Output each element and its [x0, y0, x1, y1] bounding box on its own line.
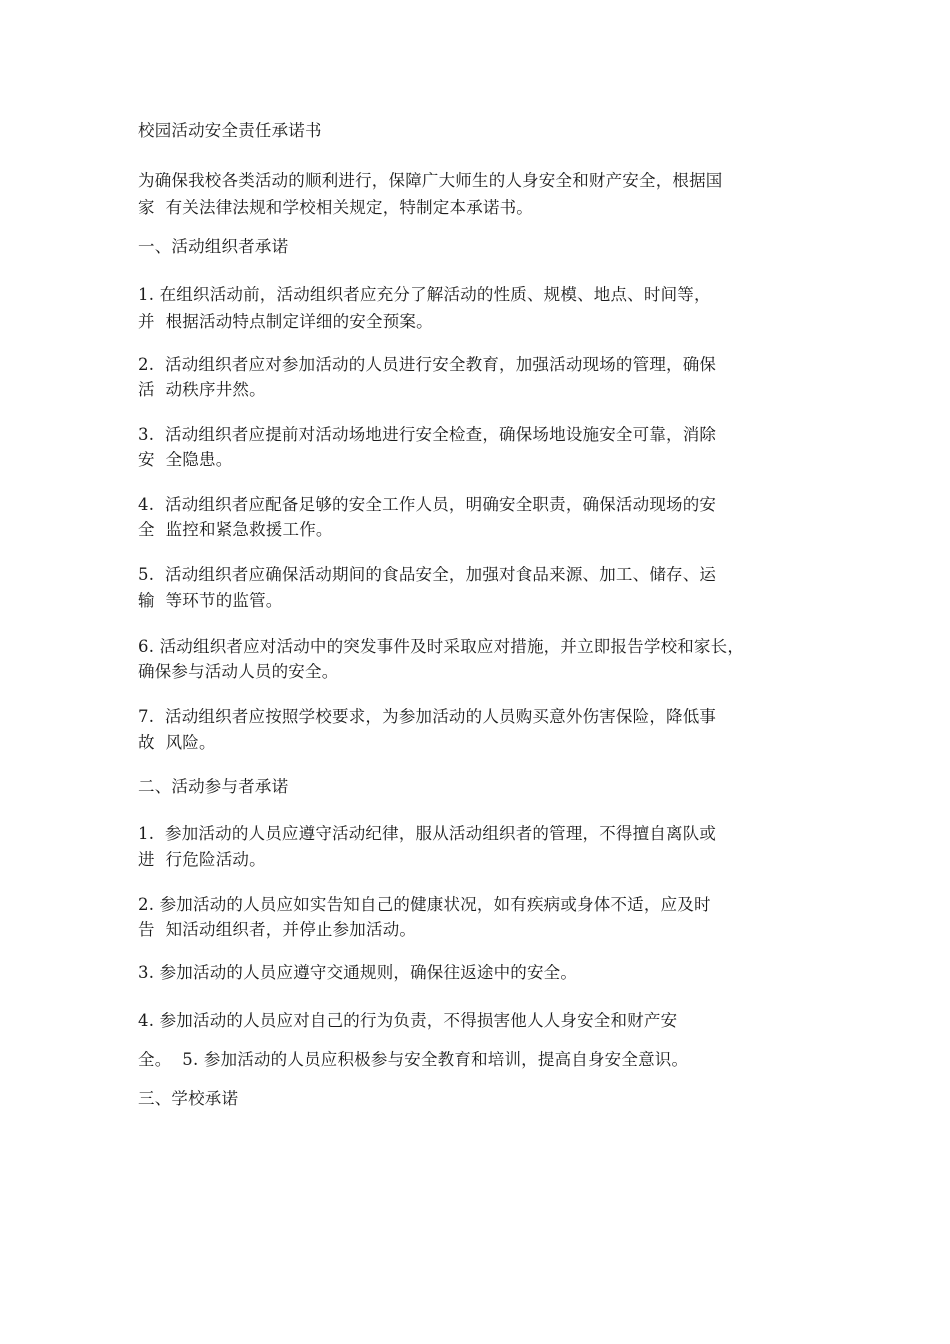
intro-line-1: 为确保我校各类活动的顺利进行，保障广大师生的人身安全和财产安全，根据国 [138, 171, 723, 190]
participant-item-4-line-1: 4. 参加活动的人员应对自己的行为负责，不得损害他人人身安全和财产安 [138, 1011, 678, 1030]
organizer-item-5-line-2: 输 等环节的监管。 [138, 591, 283, 610]
participant-item-4-line-2: 全。 5. 参加活动的人员应积极参与安全教育和培训，提高自身安全意识。 [138, 1050, 689, 1069]
organizer-item-7-line-1: 7. 活动组织者应按照学校要求，为参加活动的人员购买意外伤害保险，降低事 [138, 707, 717, 726]
section-heading-participants: 二、活动参与者承诺 [138, 777, 289, 796]
participant-item-1-line-2: 进 行危险活动。 [138, 850, 266, 869]
participant-item-2-line-1: 2. 参加活动的人员应如实告知自己的健康状况，如有疾病或身体不适，应及时 [138, 895, 711, 914]
organizer-item-3-line-1: 3. 活动组织者应提前对活动场地进行安全检查，确保场地设施安全可靠，消除 [138, 425, 717, 444]
section-heading-organizers: 一、活动组织者承诺 [138, 237, 289, 256]
organizer-item-6-line-2: 确保参与活动人员的安全。 [138, 662, 339, 681]
organizer-item-1-line-1: 1. 在组织活动前，活动组织者应充分了解活动的性质、规模、地点、时间等， [138, 285, 711, 304]
organizer-item-4-line-2: 全 监控和紧急救援工作。 [138, 520, 333, 539]
section-heading-school: 三、学校承诺 [138, 1089, 239, 1108]
participant-item-2-line-2: 告 知活动组织者，并停止参加活动。 [138, 920, 417, 939]
intro-line-2: 家 有关法律法规和学校相关规定，特制定本承诺书。 [138, 198, 533, 217]
document-title: 校园活动安全责任承诺书 [138, 121, 322, 140]
participant-item-3: 3. 参加活动的人员应遵守交通规则，确保往返途中的安全。 [138, 963, 578, 982]
organizer-item-4-line-1: 4. 活动组织者应配备足够的安全工作人员，明确安全职责，确保活动现场的安 [138, 495, 717, 514]
organizer-item-3-line-2: 安 全隐患。 [138, 450, 233, 469]
organizer-item-7-line-2: 故 风险。 [138, 733, 216, 752]
organizer-item-2-line-2: 活 动秩序井然。 [138, 380, 266, 399]
organizer-item-5-line-1: 5. 活动组织者应确保活动期间的食品安全，加强对食品来源、加工、储存、运 [138, 565, 717, 584]
organizer-item-1-line-2: 并 根据活动特点制定详细的安全预案。 [138, 312, 433, 331]
participant-item-1-line-1: 1. 参加活动的人员应遵守活动纪律，服从活动组织者的管理，不得擅自离队或 [138, 824, 717, 843]
organizer-item-6-line-1: 6. 活动组织者应对活动中的突发事件及时采取应对措施，并立即报告学校和家长， [138, 637, 745, 656]
organizer-item-2-line-1: 2. 活动组织者应对参加活动的人员进行安全教育，加强活动现场的管理，确保 [138, 355, 717, 374]
